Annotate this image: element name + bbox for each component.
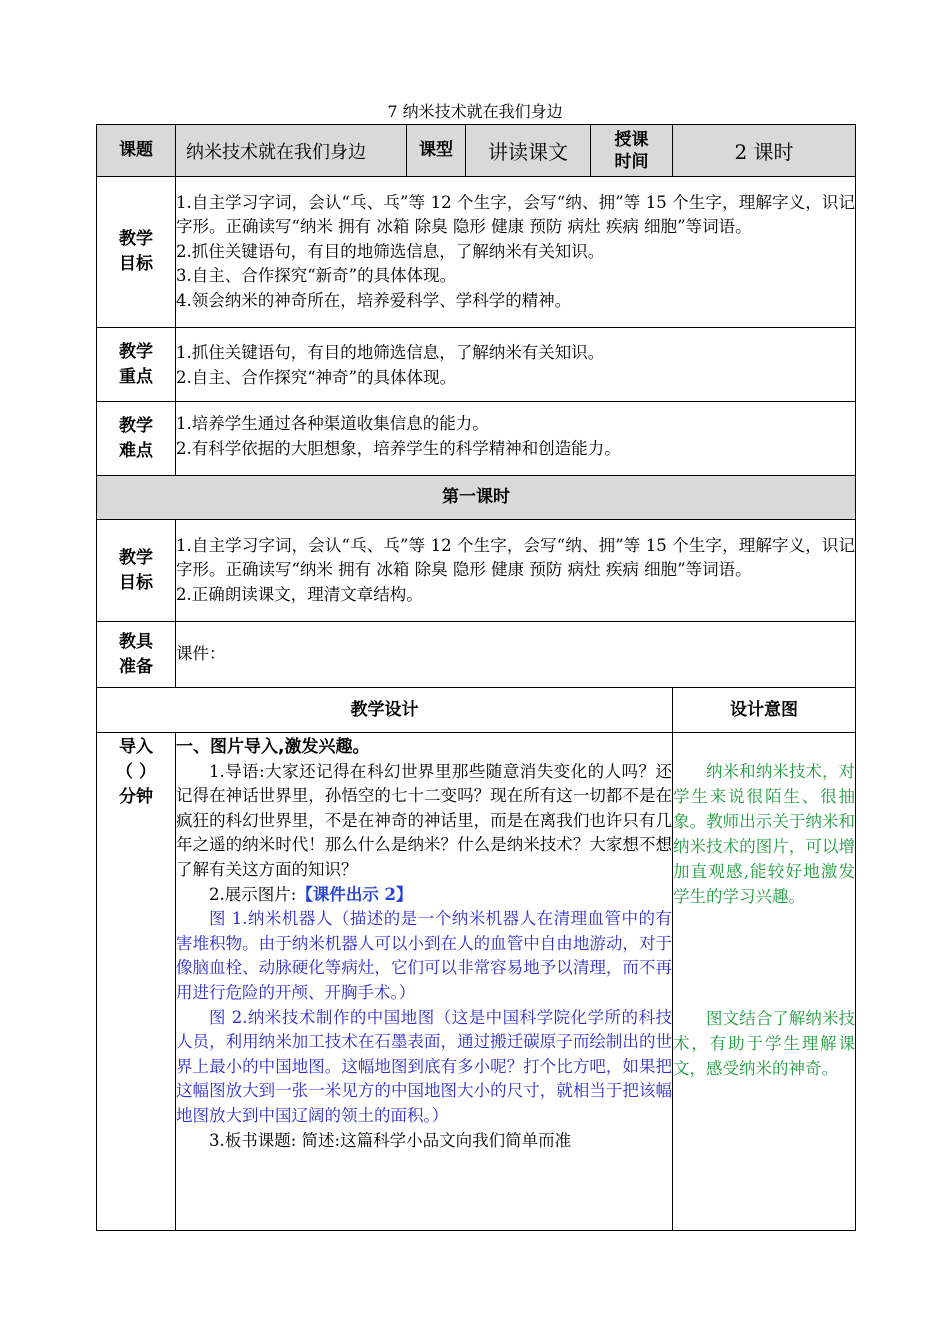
lesson1-goals-label	[97, 520, 176, 622]
lesson1-heading-row	[97, 476, 856, 520]
intro-label-line3: 分钟	[119, 787, 153, 807]
type-label: 课型	[407, 125, 466, 177]
picture1-description: 图 1.纳米机器人（描述的是一个纳米机器人在清理血管中的有害堆积物。由于纳米机器人可以小到在人的血管中自由地游动，对于像脑血栓、动脉硬化等病灶，它们可以非常容易地予以清理，而不再用进行危险的开颅、开胸手术。）	[176, 909, 672, 1002]
lesson1-goals-row	[97, 520, 856, 622]
hours-label-line2: 时间	[614, 151, 649, 172]
difficulties-label-line2: 难点	[119, 440, 153, 461]
tools-row	[97, 622, 856, 688]
picture2-description: 图 2.纳米技术制作的中国地图（这是中国科学院化学所的科技人员，利用纳米加工技术在石墨表面，通过搬迁碳原子而绘制出的世界上最小的中国地图。这幅地图到底有多小呢？打个比方吧，如果把这幅图放大到一张一米见方的中国地图大小的尺寸，就相当于把该幅地图放大到中国辽阔的领土的面积。）	[176, 1007, 672, 1125]
key-points-label-line2: 重点	[119, 366, 153, 387]
difficulty-item: 2.有科学依据的大胆想象，培养学生的科学精神和创造能力。	[176, 438, 621, 458]
intro-label-line1: 导入	[119, 737, 153, 757]
key-point-item: 2.自主、合作探究“神奇”的具体体现。	[176, 367, 457, 387]
tools-label	[97, 622, 176, 688]
goal-item: 1.自主学习字词，会认“乓、乓”等 12 个生字，会写“纳、拥”等 15 个生字，理解字义，识记字形。正确读写“纳米 拥有 冰箱 除臭 隐形 健康 预防 病灶 疾病 细胞”等词语。	[176, 192, 855, 237]
goals-label-line1: 教学	[119, 229, 153, 249]
goals-row	[97, 177, 856, 328]
intent-note: 纳米和纳米技术，对学生来说很陌生、很抽象。教师出示关于纳米和纳米技术的图片，可以增加直观感,能较好地激发学生的学习兴趣。	[673, 762, 855, 906]
intent-note: 图文结合了解纳米技术，有助于学生理解课文，感受纳米的神奇。	[673, 1009, 855, 1078]
intent-content	[673, 733, 856, 1231]
key-points-label-line1: 教学	[119, 341, 153, 362]
hours-label	[591, 125, 673, 177]
hours-value: 2 课时	[673, 125, 856, 177]
difficulties-content	[176, 402, 856, 476]
tools-value: 课件：	[176, 622, 856, 688]
intent-col-header: 设计意图	[673, 688, 856, 733]
tools-label-line2: 准备	[119, 656, 153, 677]
goals-content	[176, 177, 856, 328]
goal-item: 4.领会纳米的神奇所在，培养爱科学、学科学的精神。	[176, 290, 572, 310]
document-title: 7 纳米技术就在我们身边	[387, 102, 563, 121]
key-point-item: 1.抓住关键语句，有目的地筛选信息，了解纳米有关知识。	[176, 343, 605, 362]
difficulty-item: 1.培养学生通过各种渠道收集信息的能力。	[176, 414, 489, 433]
intro-content	[176, 733, 673, 1231]
intro-label-line2: （ ）	[116, 762, 156, 782]
topic-value: 纳米技术就在我们身边	[176, 125, 407, 177]
lesson1-goal-item: 1.自主学习字词，会认“乓、乓”等 12 个生字，会写“纳、拥”等 15 个生字，理解字义，识记字形。正确读写“纳米 拥有 冰箱 除臭 隐形 健康 预防 病灶 疾病 细胞”等词语。	[176, 535, 855, 580]
goals-label-line2: 目标	[119, 254, 153, 274]
difficulties-label	[97, 402, 176, 476]
type-value: 讲读课文	[466, 125, 591, 177]
intro-paragraph: 1.导语:大家还记得在科幻世界里那些随意消失变化的人吗？还记得在神话世界里，孙悟空的七十二变吗？现在所有这一切都不是在疯狂的科幻世界里，不是在神奇的神话里，而是在离我们也许只有几年之遥的纳米时代！那么什么是纳米？什么是纳米技术？大家想不想了解有关这方面的知识？	[176, 761, 672, 879]
intro-label	[97, 733, 176, 1231]
key-points-content	[176, 328, 856, 402]
hours-label-line1: 授课	[614, 129, 649, 150]
show-pictures-text: 2.展示图片:	[209, 884, 297, 904]
lesson1-goals-label-line2: 目标	[119, 572, 153, 593]
lesson-plan-table	[96, 124, 856, 1231]
section-title: 一、图片导入,激发兴趣。	[176, 737, 370, 757]
goal-item: 2.抓住关键语句，有目的地筛选信息，了解纳米有关知识。	[176, 241, 605, 261]
topic-label: 课题	[97, 125, 176, 177]
lesson1-heading: 第一课时	[97, 476, 856, 520]
tools-label-line1: 教具	[119, 631, 153, 652]
difficulties-label-line1: 教学	[119, 415, 153, 436]
key-points-row	[97, 328, 856, 402]
goals-label	[97, 177, 176, 328]
show-pictures-line	[176, 883, 672, 908]
lesson1-goal-item: 2.正确朗读课文，理清文章结构。	[176, 584, 423, 604]
design-col-header: 教学设计	[97, 688, 673, 733]
goal-item: 3.自主、合作探究“新奇”的具体体现。	[176, 266, 457, 286]
design-header-row	[97, 688, 856, 733]
header-row	[97, 125, 856, 177]
difficulties-row	[97, 402, 856, 476]
lesson1-goals-content	[176, 520, 856, 622]
key-points-label	[97, 328, 176, 402]
lesson1-goals-label-line1: 教学	[119, 547, 153, 568]
intro-row	[97, 733, 856, 1231]
board-title-paragraph: 3.板书课题: 简述:这篇科学小品文向我们简单而准	[209, 1130, 572, 1150]
courseware-tag: 【课件出示 2】	[296, 884, 413, 904]
